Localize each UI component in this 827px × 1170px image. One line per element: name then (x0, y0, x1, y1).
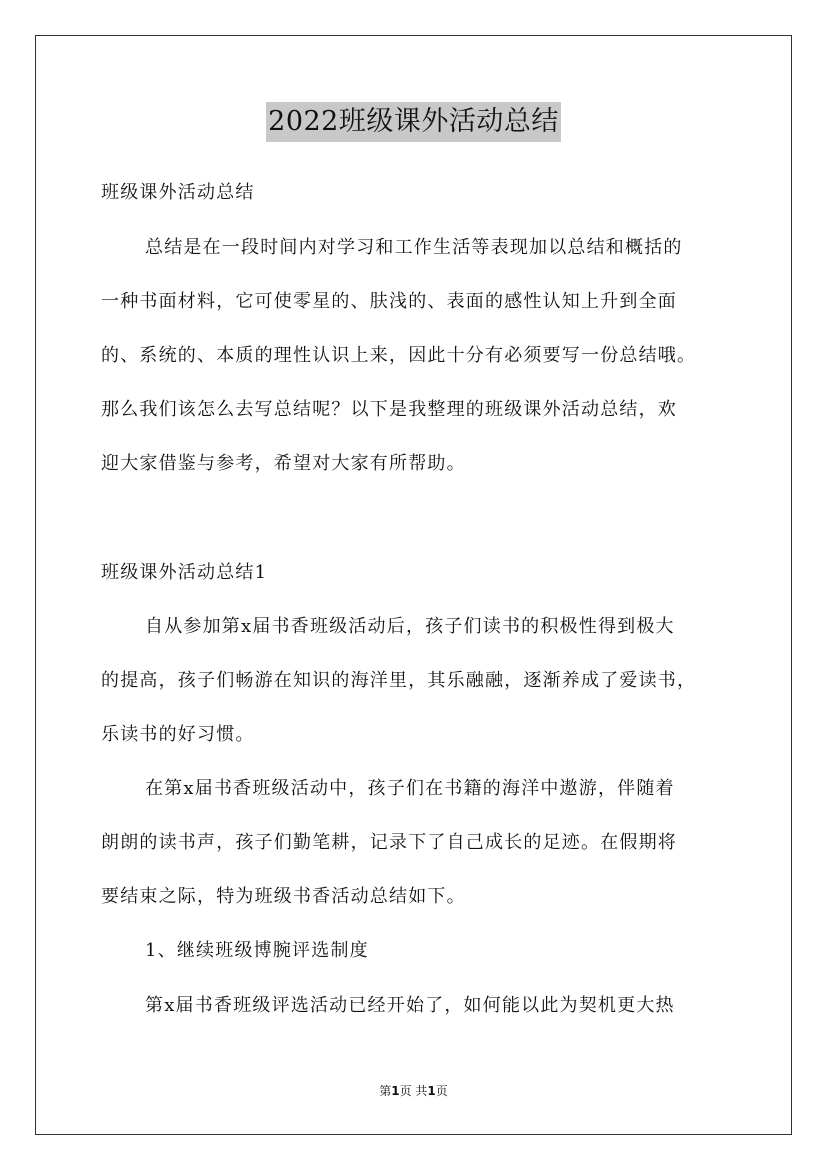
intro-line-3: 的、系统的、本质的理性认识上来，因此十分有必须要写一份总结哦。 (101, 345, 697, 366)
title-container (0, 102, 827, 142)
intro-line-5: 迎大家借鉴与参考，希望对大家有所帮助。 (101, 453, 466, 474)
para2-line-2: 朗朗的读书声，孩子们勤笔耕，记录下了自己成长的足迹。在假期将 (101, 832, 677, 853)
para1-line-3: 乐读书的好习惯。 (101, 724, 255, 745)
intro-line-4: 那么我们该怎么去写总结呢？以下是我整理的班级课外活动总结，欢 (101, 399, 677, 420)
section1-heading: 班级课外活动总结1 (101, 562, 268, 583)
intro-line-1: 总结是在一段时间内对学习和工作生活等表现加以总结和概括的 (145, 237, 683, 258)
list-item-1: 1、继续班级博腕评选制度 (145, 940, 369, 961)
para1-line-2: 的提高，孩子们畅游在知识的海洋里，其乐融融，逐渐养成了爱读书， (101, 670, 697, 691)
para1-line-1: 自从参加第x届书香班级活动后，孩子们读书的积极性得到极大 (145, 616, 675, 637)
para2-line-1: 在第x届书香班级活动中，孩子们在书籍的海洋中遨游，伴随着 (145, 778, 675, 799)
footer-total-number: 1 (427, 1084, 436, 1098)
intro-line-2: 一种书面材料，它可使零星的、肤浅的、表面的感性认知上升到全面 (101, 291, 677, 312)
para2-line-3: 要结束之际，特为班级书香活动总结如下。 (101, 886, 466, 907)
footer-page-prefix: 第 (379, 1084, 392, 1098)
para3-line-1: 第x届书香班级评选活动已经开始了，如何能以此为契机更大热 (145, 995, 675, 1016)
footer-page-mid: 页 共 (399, 1084, 428, 1098)
footer-page-suffix: 页 (435, 1084, 448, 1098)
page-footer (0, 1083, 827, 1099)
subtitle-heading: 班级课外活动总结 (101, 182, 255, 203)
footer-page-number: 1 (391, 1084, 400, 1098)
document-title: 2022班级课外活动总结 (266, 102, 561, 142)
